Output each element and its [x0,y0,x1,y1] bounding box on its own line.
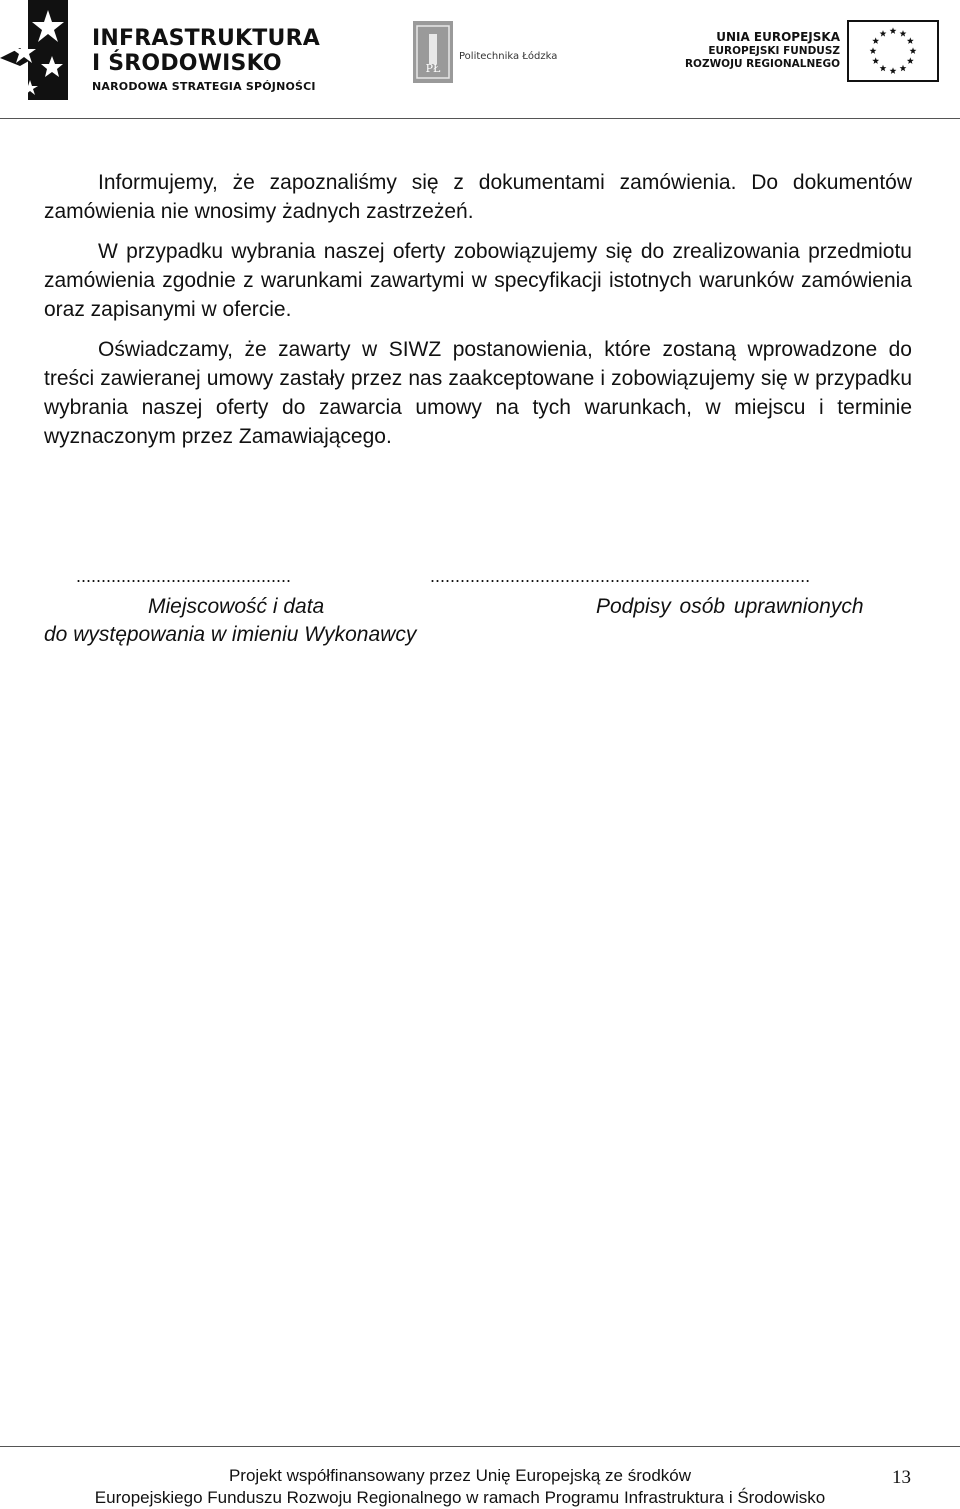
eu-flag-icon [847,20,939,82]
logo-right-line3: ROZWOJU REGIONALNEGO [684,58,840,70]
paragraph-3-text: Oświadczamy, że zawarty w SIWZ postanowienia, które zostaną wprowadzone do treści zawieranej umowy zastały przez nas zaakceptowane i zobowiązujemy się w przypadku wybrania naszej oferty do zawarcia umowy na tych warunkach, w miejscu i terminie wyznaczonym przez Zamawiającego. [44,338,912,448]
politechnika-logo [412,20,572,84]
logo-left-line1: INFRASTRUKTURA [92,26,320,51]
place-date-dotted-line: ........................................... [76,566,292,586]
paragraph-declaration [44,335,912,451]
footer-divider [0,1446,960,1447]
logo-left-line2: I ŚRODOWISKO [92,51,282,76]
infrastruktura-logo [0,0,320,104]
logo-center-name: Politechnika Łódzka [459,51,558,62]
footer-line2: Europejskiego Funduszu Rozwoju Regionalnego w ramach Programu Infrastruktura i Środowisko [94,1488,826,1507]
footer-line1: Projekt współfinansowany przez Unię Europejską ze środków [228,1466,692,1485]
star-emblem-icon [0,0,90,104]
eu-logo [680,20,942,86]
signatures-label-line1: Podpisy osób uprawnionych [596,595,864,618]
logo-right-line2: EUROPEJSKI FUNDUSZ [708,45,840,57]
crest-text: PŁ [425,62,441,75]
logo-left-line3: NARODOWA STRATEGIA SPÓJNOŚCI [92,80,316,93]
university-crest-icon [412,20,454,84]
place-date-label: Miejscowość i data [148,595,325,618]
page-number: 13 [892,1467,911,1488]
signature-dotted-line: ............................................................................ [430,566,811,586]
paragraph-1-text: Informujemy, że zapoznaliśmy się z dokumentami zamówienia. Do dokumentów zamówienia nie wnosimy żadnych zastrzeżeń. [44,171,912,223]
paragraph-2-text: W przypadku wybrania naszej oferty zobowiązujemy się do zrealizowania przedmiotu zamówienia zgodnie z warunkami zawartymi w specyfikacji istotnych warunków zamówienia oraz zapisanymi w ofercie. [44,240,912,321]
footer-text [0,1465,920,1509]
paragraph-obligation [44,237,912,324]
signatures-label-line2: do występowania w imieniu Wykonawcy [44,623,417,646]
logo-right-line1: UNIA EUROPEJSKA [716,30,840,44]
paragraph-acknowledgement [44,168,912,226]
header-divider [0,118,960,119]
